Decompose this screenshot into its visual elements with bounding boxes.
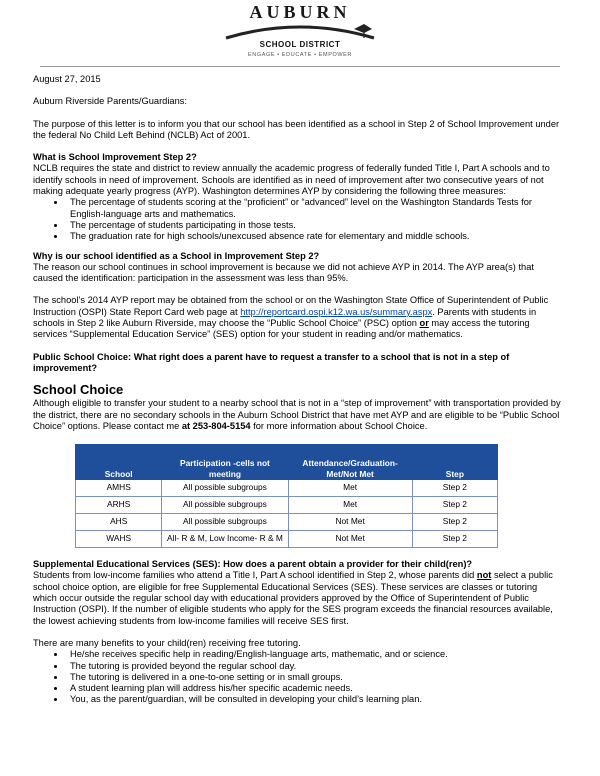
list-item: • The percentage of students participating in those tests. (66, 220, 563, 231)
letter-body (33, 74, 563, 706)
report-card-link[interactable]: http://reportcard.ospi.k12.wa.us/summary.aspx (240, 306, 433, 317)
benefits-intro: There are many benefits to your child(ren) receiving free tutoring. (33, 637, 301, 648)
ayp-measures-list (33, 197, 563, 242)
school-choice-paragraph: Although eligible to transfer your student to a nearby school that is not in a “step of improvement” with transportation provided by the district, there are no secondary schools in the Auburn School District that have met AYP and are eligible to be “Public School Choice” options. Please contact me at 253-804-5154 for more information about School Choice. (33, 398, 561, 431)
column-header: Participation -cells not meeting (162, 445, 288, 480)
psc-question: Public School Choice: What right does a parent have to request a transfer to a school that is not in a step of improvement? (33, 351, 510, 373)
table-cell: All possible subgroups (162, 480, 288, 497)
list-item: • You, as the parent/guardian, will be consulted in developing your child’s learning plan. (66, 694, 563, 705)
list-item: • He/she receives specific help in reading/English-language arts, mathematic, and or science. (66, 649, 563, 660)
table-row (76, 480, 498, 497)
table-cell: Met (288, 480, 412, 497)
header-divider (40, 66, 560, 67)
district-logo (218, 2, 382, 64)
table-cell: AHS (76, 514, 162, 531)
table-cell: AMHS (76, 480, 162, 497)
ayp-status-table (75, 444, 498, 548)
table-cell: Met (288, 497, 412, 514)
list-item: • The percentage of students scoring at the “proficient” or “advanced” level on the Washington Standards Tests for English-language arts and mathematics. (66, 197, 563, 220)
table-cell: Not Met (288, 514, 412, 531)
list-item: • The graduation rate for high schools/unexcused absence rate for elementary and middle schools. (66, 231, 563, 242)
section-heading-step2: What is School Improvement Step 2? (33, 152, 197, 163)
column-header: Step (412, 445, 497, 480)
contact-phone: at 253-804-5154 (181, 420, 251, 431)
logo-district: SCHOOL DISTRICT (259, 40, 341, 49)
table-cell: All- R & M, Low Income- R & M (162, 531, 288, 548)
table-cell: All possible subgroups (162, 514, 288, 531)
list-item: • The tutoring is delivered in a one-to-one setting or in small groups. (66, 672, 563, 683)
table-cell: Step 2 (412, 497, 497, 514)
logo-wordmark: AUBURN (249, 2, 351, 22)
report-paragraph: The school’s 2014 AYP report may be obtained from the school or on the Washington State Office of Superintendent of Public Instruction (OSPI) State Report Card web page at http://reportcard.ospi.k12.wa.us/summary.aspx. Parents with students in schools in Step 2 like Auburn Riverside, may choose the “Public School Choice” (PSC) option or may access the tutoring services “Supplemental Education Service” (SES) option for your student in reading and/or mathematics. (33, 295, 549, 340)
list-item: • The tutoring is provided beyond the regular school day. (66, 661, 563, 672)
table-row (76, 531, 498, 548)
table-cell: Step 2 (412, 480, 497, 497)
table-cell: WAHS (76, 531, 162, 548)
logo-tagline: ENGAGE • EDUCATE • EMPOWER (248, 52, 352, 58)
column-header: School (76, 445, 162, 480)
intro-paragraph: The purpose of this letter is to inform you that our school has been identified as a school in Step 2 of School Improvement under the federal No Child Left Behind (NCLB) Act of 2001. (33, 118, 560, 140)
table-cell: Step 2 (412, 531, 497, 548)
benefits-list (33, 649, 563, 705)
list-item: • A student learning plan will address his/her specific academic needs. (66, 683, 563, 694)
salutation: Auburn Riverside Parents/Guardians: (33, 96, 187, 107)
letter-date: August 27, 2015 (33, 74, 101, 84)
table-row (76, 497, 498, 514)
table-cell: Step 2 (412, 514, 497, 531)
table-row (76, 514, 498, 531)
ses-paragraph: Students from low-income families who attend a Title I, Part A school identified in Step 2, whose parents did not select a public school choice option, are eligible for free Supplemental Educational Services (SES). These services are classes or tutoring which occur outside the regular school day with educational providers approved by the Office of Superintendent of Public Instruction (OSPI). If the number of eligible students who apply for the SES program exceeds the financial resources available, the lowest achieving students from low-income families will receive SES first. (33, 570, 553, 626)
table-header-row (76, 445, 498, 480)
section-heading-why: Why is our school identified as a School in Improvement Step 2? (33, 250, 320, 261)
school-choice-heading: School Choice (33, 382, 124, 398)
step2-paragraph: NCLB requires the state and district to review annually the academic progress of federally funded Title I, Part A schools and to identify schools in need of improvement. Schools are identified as in need of improvement after two consecutive years of not making adequate yearly progress (AYP). Washington determines AYP by considering the following three measures: (33, 163, 550, 197)
letterhead (0, 0, 600, 68)
why-paragraph: The reason our school continues in school improvement is because we did not achieve AYP in 2014. The AYP area(s) that caused the identification: participation in the assessment was less than 95%. (33, 261, 534, 284)
ses-heading: Supplemental Educational Services (SES): How does a parent obtain a provider for their child(ren)? (33, 559, 473, 570)
table-cell: All possible subgroups (162, 497, 288, 514)
table-cell: ARHS (76, 497, 162, 514)
table-cell: Not Met (288, 531, 412, 548)
column-header: Attendance/Graduation-Met/Not Met (288, 445, 412, 480)
